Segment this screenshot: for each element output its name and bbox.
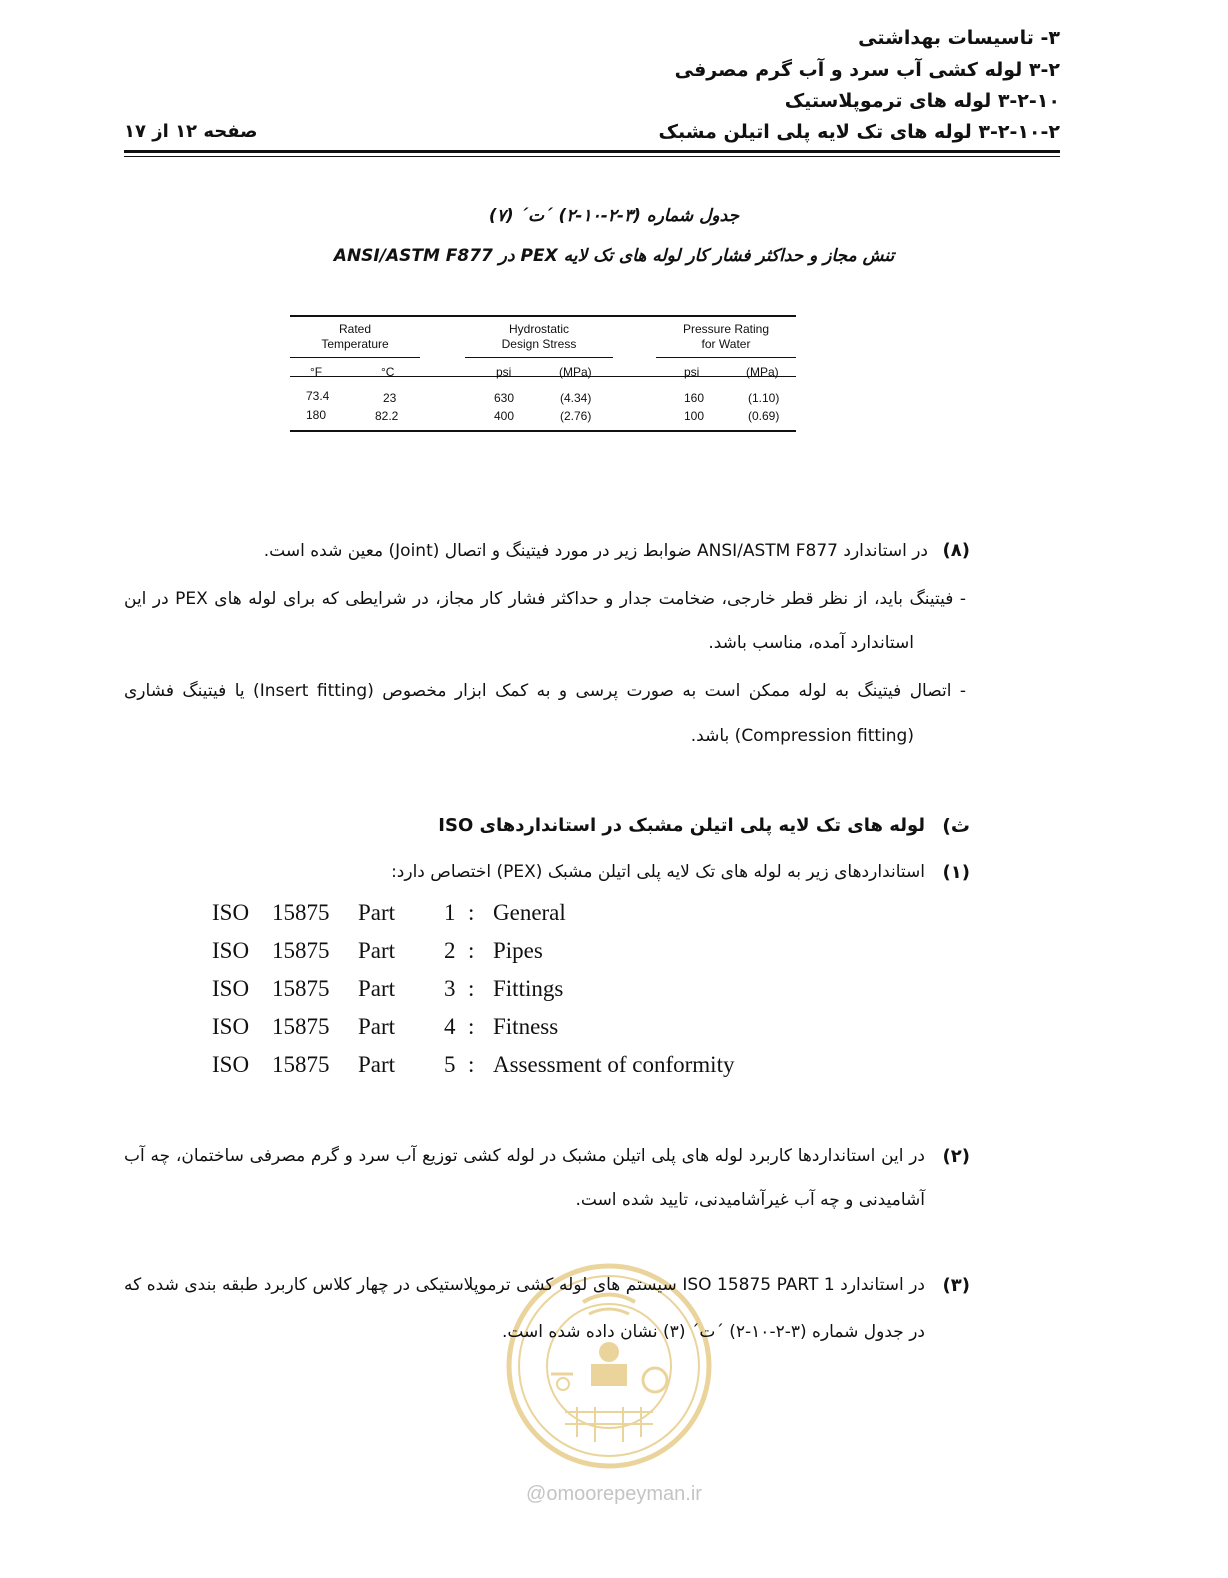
table-top-rule <box>290 315 796 317</box>
iso-part: Part <box>358 938 396 963</box>
clause-number-1: (۱) <box>942 862 970 883</box>
iso-part-title: Fitness <box>493 1014 559 1039</box>
group-label-line: Design Stress <box>501 337 577 351</box>
watermark-url: @omoorepeyman.ir <box>526 1483 702 1505</box>
group-underline <box>465 357 613 358</box>
group-label-line: Pressure Rating <box>682 322 770 336</box>
group-label-line: for Water <box>701 337 751 351</box>
header-rule-thick <box>124 150 1060 153</box>
iso-std: ISO <box>212 1014 250 1039</box>
subheader-celsius: °C <box>381 365 395 379</box>
table-caption-title: تنش مجاز و حداکثر فشار کار لوله های تک لایه PEX در ANSI/ASTM F877 <box>333 246 895 266</box>
table-cell: 23 <box>383 391 397 405</box>
iso-separator: : <box>468 900 475 925</box>
header-section-title: ۳- تاسیسات بهداشتی <box>858 27 1060 49</box>
iso-part-title: Fittings <box>493 976 564 1001</box>
iso-part: Part <box>358 1052 396 1077</box>
iso-part: Part <box>358 900 396 925</box>
iso-separator: : <box>468 1014 475 1039</box>
header-subsection-title: ۳-۲ لوله کشی آب سرد و آب گرم مصرفی <box>674 59 1060 81</box>
iso-separator: : <box>468 1052 475 1077</box>
table-cell: 73.4 <box>306 389 330 403</box>
table-cell: 630 <box>494 391 515 405</box>
table-bottom-rule <box>290 430 796 432</box>
clause-number-8: (۸) <box>942 540 970 561</box>
iso-std: ISO <box>212 1052 250 1077</box>
table-cell: 100 <box>684 409 705 423</box>
iso-part: Part <box>358 976 396 1001</box>
iso-part: Part <box>358 1014 396 1039</box>
iso-part-number: 2 <box>444 938 456 963</box>
iso-part-title: Assessment of conformity <box>493 1052 735 1077</box>
iso-separator: : <box>468 976 475 1001</box>
header-rule-thin <box>124 156 1060 157</box>
subheader-psi: psi <box>496 365 512 379</box>
iso-number: 15875 <box>272 900 330 925</box>
iso-part-number: 1 <box>444 900 456 925</box>
iso-number: 15875 <box>272 1052 330 1077</box>
group-label-line: Hydrostatic <box>508 322 570 336</box>
iso-part-title: General <box>493 900 566 925</box>
subheader-fahrenheit: °F <box>310 365 323 379</box>
clause-2-line1: در این استانداردها کاربرد لوله های پلی اتیلن مشبک در لوله کشی توزیع آب سرد و گرم مصرفی ساختمان، چه آب <box>124 1146 925 1166</box>
iso-std: ISO <box>212 976 250 1001</box>
clause-8-text: در استاندارد ANSI/ASTM F877 ضوابط زیر در مورد فیتینگ و اتصال (Joint) معین شده است. <box>263 541 928 561</box>
group-label-line: Temperature <box>321 337 389 351</box>
iso-part-number: 5 <box>444 1052 456 1077</box>
group-underline <box>656 357 796 358</box>
clause-8-bullet2-line1: - اتصال فیتینگ به لوله ممکن است به صورت پرسی و به کمک ابزار مخصوص (Insert fitting) یا فیتینگ فشاری <box>124 681 966 701</box>
header-subsubsection-title: ۳-۲-۱۰ لوله های ترموپلاستیک <box>784 90 1060 112</box>
group-rated-temperature <box>290 322 420 352</box>
table-cell: 400 <box>494 409 515 423</box>
table-cell: (2.76) <box>560 409 592 423</box>
subheader-mpa: (MPa) <box>559 365 592 379</box>
group-pressure-rating <box>656 322 796 352</box>
iso-part-title: Pipes <box>493 938 543 963</box>
clause-number-2: (۲) <box>942 1146 970 1167</box>
iso-number: 15875 <box>272 976 330 1001</box>
group-label-line: Rated <box>338 322 372 336</box>
clause-3-line2: در جدول شماره (۳-۲-۱۰-۲) ´ت´ (۳) نشان داده شده است. <box>501 1322 925 1342</box>
group-hydrostatic-stress <box>465 322 613 352</box>
table-cell: 180 <box>306 408 327 422</box>
table-cell: (4.34) <box>560 391 592 405</box>
clause-number-3: (۳) <box>942 1275 970 1296</box>
table-header-rule <box>290 376 796 377</box>
section-title: لوله های تک لایه پلی اتیلن مشبک در استانداردهای ISO <box>438 815 925 836</box>
clause-2-line2: آشامیدنی و چه آب غیرآشامیدنی، تایید شده است. <box>575 1190 925 1210</box>
section-letter: ث) <box>942 815 970 837</box>
table-cell: 160 <box>684 391 705 405</box>
iso-separator: : <box>468 938 475 963</box>
table-cell: 82.2 <box>375 409 399 423</box>
iso-std: ISO <box>212 900 250 925</box>
table-cell: (0.69) <box>748 409 780 423</box>
iso-number: 15875 <box>272 1014 330 1039</box>
table-caption-number: جدول شماره (۳-۲-۱۰-۲) ´ت´ (۷) <box>488 206 740 226</box>
stress-table <box>290 315 796 435</box>
group-underline <box>290 357 420 358</box>
subheader-mpa: (MPa) <box>746 365 779 379</box>
table-cell: (1.10) <box>748 391 780 405</box>
iso-number: 15875 <box>272 938 330 963</box>
header-topic-title: ۳-۲-۱۰-۲ لوله های تک لایه پلی اتیلن مشبک <box>658 121 1060 143</box>
subheader-psi: psi <box>684 365 700 379</box>
clause-3-line1: در استاندارد ISO 15875 PART 1 سیستم های لوله کشی ترموپلاستیکی در چهار کلاس کاربرد طبقه بندی شده که <box>124 1275 926 1295</box>
iso-standards-list <box>212 900 812 1100</box>
clause-8-bullet1-line2: استاندارد آمده، مناسب باشد. <box>708 633 914 653</box>
iso-std: ISO <box>212 938 250 963</box>
clause-1-text: استانداردهای زیر به لوله های تک لایه پلی اتیلن مشبک (PEX) اختصاص دارد: <box>391 862 925 882</box>
page-number: صفحه ۱۲ از ۱۷ <box>124 121 258 142</box>
clause-8-bullet2-line2: (Compression fitting) باشد. <box>690 726 914 746</box>
clause-8-bullet1-line1: - فیتینگ باید، از نظر قطر خارجی، ضخامت جدار و حداکثر فشار کار مجاز، در شرایطی که برای لوله های PEX در این <box>124 589 966 609</box>
iso-part-number: 3 <box>444 976 456 1001</box>
iso-part-number: 4 <box>444 1014 456 1039</box>
